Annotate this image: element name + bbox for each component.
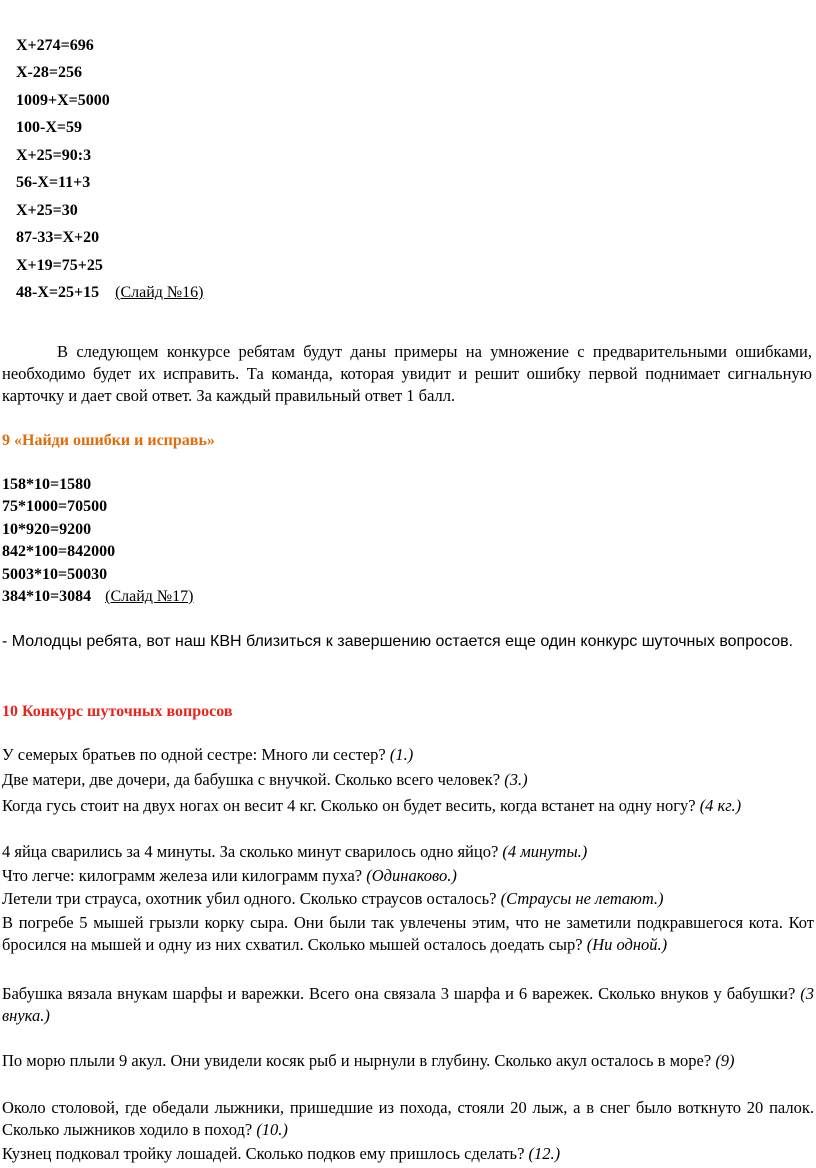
question-item — [2, 983, 814, 1027]
section-9-heading: 9 «Найди ошибки и исправь» — [2, 432, 215, 449]
question-item — [2, 865, 814, 887]
question-answer: (1.) — [389, 745, 414, 764]
equation-line — [16, 283, 204, 303]
question-answer: (Ни одной.) — [586, 935, 668, 954]
question-answer: (4 кг.) — [699, 796, 742, 815]
multiplication-line: 158*10=1580 — [2, 476, 92, 493]
equation-line: 56-X=11+3 — [16, 174, 91, 191]
question-text: Около столовой, где обедали лыжники, пришедшие из похода, стояли 20 лыж, а в снег было воткнуто 20 палок. Сколько лыжников ходило в поход? — [2, 1098, 814, 1139]
question-text: Бабушка вязала внукам шарфы и варежки. Всего она связала 3 шарфа и 6 варежек. Сколько внуков у бабушки? — [2, 984, 801, 1003]
equation-line: X+19=75+25 — [16, 257, 103, 274]
equation-text: 48-X=25+15 — [16, 284, 100, 301]
question-answer: (9) — [715, 1051, 735, 1070]
transition-paragraph: - Молодцы ребята, вот наш КВН близиться к завершению остается еще один конкурс шуточных вопросов. — [2, 633, 794, 650]
question-text: Что легче: килограмм железа или килограмм пуха? — [2, 866, 367, 885]
question-item — [2, 888, 814, 910]
multiplication-line: 842*100=842000 — [2, 543, 116, 560]
multiplication-line — [2, 587, 194, 607]
question-item — [2, 841, 814, 863]
question-item — [2, 1097, 814, 1141]
question-item — [2, 912, 814, 956]
equation-line: 1009+X=5000 — [16, 92, 110, 109]
question-item — [2, 744, 814, 766]
question-text: Кузнец подковал тройку лошадей. Сколько подков ему пришлось сделать? — [2, 1144, 529, 1163]
equation-line: 100-X=59 — [16, 119, 82, 136]
slide-reference-16[interactable]: (Слайд №16) — [115, 284, 204, 301]
question-answer: (Страусы не летают.) — [500, 889, 664, 908]
question-text: Две матери, две дочери, да бабушка с внучкой. Сколько всего человек? — [2, 770, 505, 789]
question-text: У семерых братьев по одной сестре: Много ли сестер? — [2, 745, 390, 764]
question-text: Когда гусь стоит на двух ногах он весит 4 кг. Сколько он будет весить, когда встанет на одну ногу? — [2, 796, 700, 815]
intro-paragraph: В следующем конкурсе ребятам будут даны примеры на умножение с предварительными ошибками, необходимо будет их исправить. Та команда, которая увидит и решит ошибку первой поднимает сигнальную карточку и дает свой ответ. За каждый правильный ответ 1 балл. — [2, 342, 812, 405]
question-answer: (3.) — [504, 770, 528, 789]
multiplication-text: 384*10=3084 — [2, 588, 92, 605]
question-answer: (3 внука.) — [2, 984, 814, 1025]
question-item — [2, 769, 814, 791]
question-answer: (12.) — [528, 1144, 561, 1163]
question-text: По морю плыли 9 акул. Они увидели косяк рыб и нырнули в глубину. Сколько акул осталось в море? — [2, 1051, 716, 1070]
equation-line: X+274=696 — [16, 37, 94, 54]
equation-line: X+25=90:3 — [16, 147, 92, 164]
section-10-heading: 10 Конкурс шуточных вопросов — [2, 703, 233, 720]
question-text: В погребе 5 мышей грызли корку сыра. Они были так увлечены этим, что не заметили подкравшегося кота. Кот бросился на мышей и одну из них схватил. Сколько мышей осталось доедать сыр? — [2, 913, 814, 954]
question-text: Летели три страуса, охотник убил одного. Сколько страусов осталось? — [2, 889, 501, 908]
question-item — [2, 795, 814, 817]
equation-line: 87-33=X+20 — [16, 229, 100, 246]
equation-line: X-28=256 — [16, 64, 82, 81]
question-answer: (4 минуты.) — [502, 842, 588, 861]
question-item — [2, 1050, 814, 1072]
slide-reference-17[interactable]: (Слайд №17) — [105, 588, 194, 605]
multiplication-line: 10*920=9200 — [2, 521, 92, 538]
question-answer: (Одинаково.) — [366, 866, 457, 885]
question-item — [2, 1143, 814, 1165]
multiplication-line: 75*1000=70500 — [2, 498, 108, 515]
question-text: 4 яйца сварились за 4 минуты. За сколько минут сварилось одно яйцо? — [2, 842, 503, 861]
question-answer: (10.) — [256, 1120, 288, 1139]
multiplication-line: 5003*10=50030 — [2, 566, 108, 583]
equation-line: X+25=30 — [16, 202, 78, 219]
